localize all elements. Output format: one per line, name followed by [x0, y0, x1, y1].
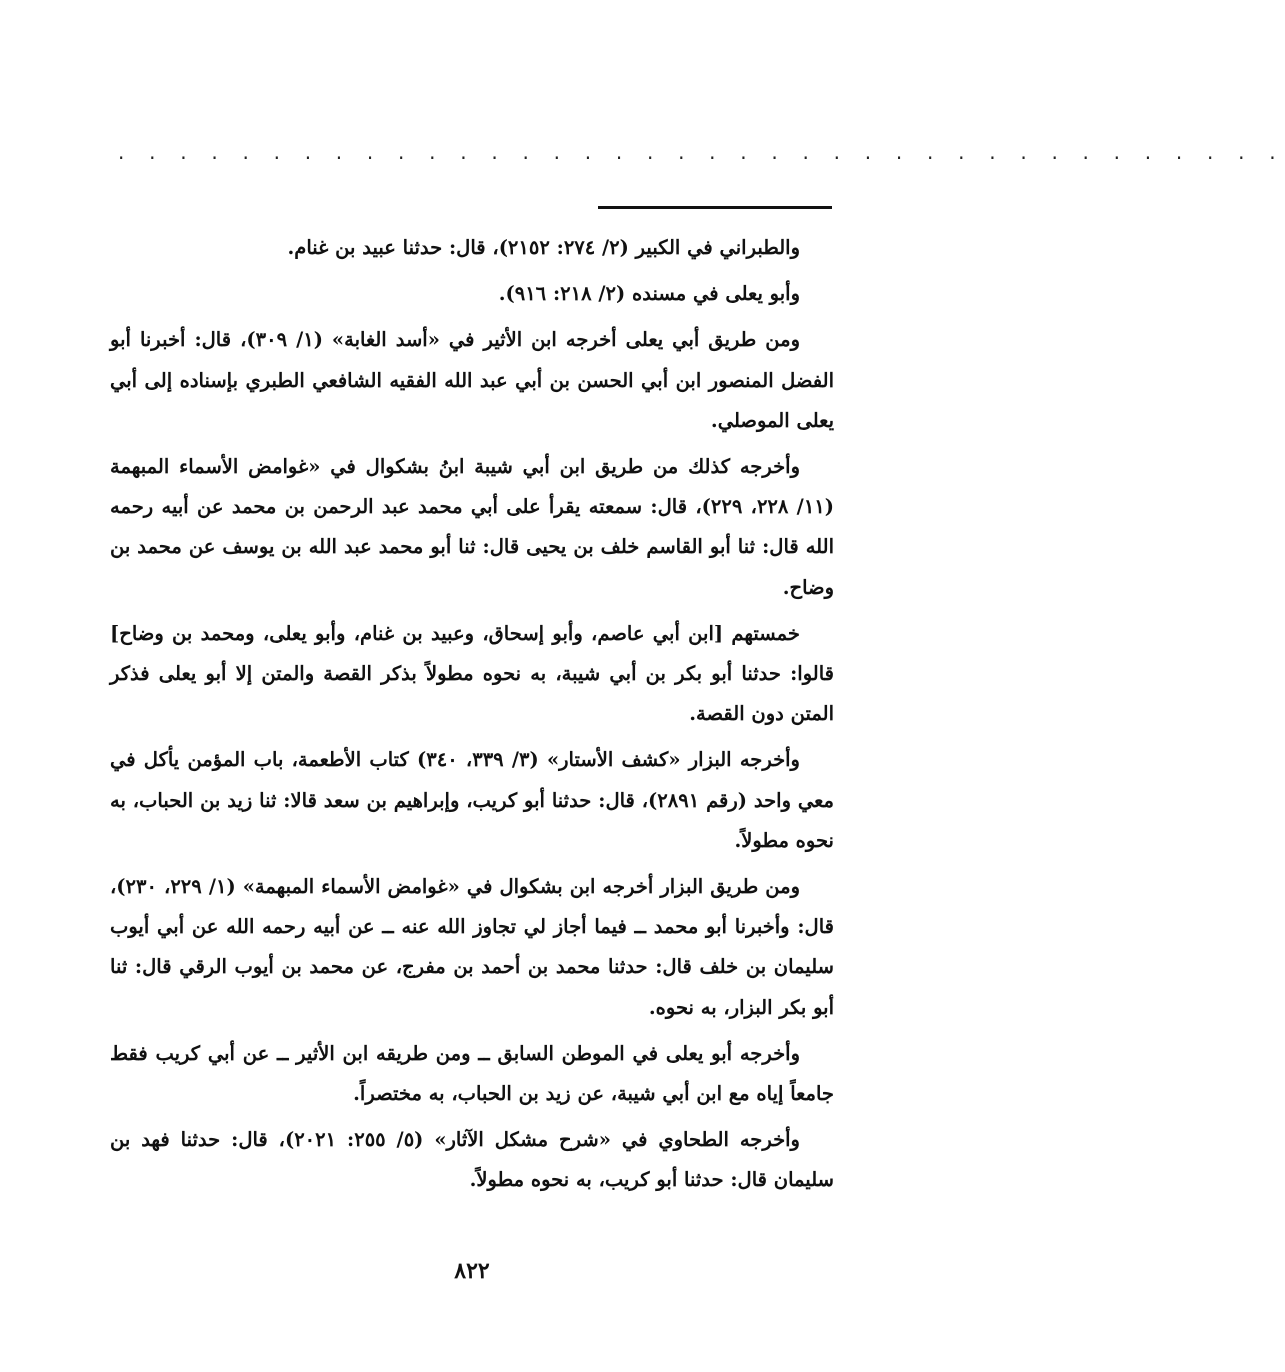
paragraph-khamsatuhum: خمستهم [ابن أبي عاصم، وأبو إسحاق، وعبيد بن غنام، وأبو يعلى، ومحمد بن وضاح] قالوا: حدثنا أبو بكر بن أبي شيبة، به نحوه مطولاً بذكر القصة والمتن إلا أبو يعلى فذكر المتن دون القصة. [110, 621, 834, 726]
paragraph-bazzar: وأخرجه البزار «كشف الأستار» (٣/ ٣٣٩، ٣٤٠) كتاب الأطعمة، باب المؤمن يأكل في معي واحد (رقم ٢٨٩١)، قال: حدثنا أبو كريب، وإبراهيم بن سعد قالا: ثنا زيد بن الحباب، به نحوه مطولاً. [110, 748, 834, 852]
paragraph-abu-yala: وأبو يعلى في مسنده (٢/ ٢١٨: ٩١٦). [498, 282, 800, 306]
page-number: ٨٢٢ [454, 1258, 490, 1284]
paragraph-abu-yala-abi-kurayb: وأخرجه أبو يعلى في الموطن السابق ــ ومن طريقه ابن الأثير ــ عن أبي كريب فقط جامعاً إياه مع ابن أبي شيبة، عن زيد بن الحباب، به مختصراً. [110, 1041, 834, 1106]
paragraph-ibn-bashkuwal: وأخرجه كذلك من طريق ابن أبي شيبة ابنُ بشكوال في «غوامض الأسماء المبهمة (١١/ ٢٢٨، ٢٢٩)، قال: سمعته يقرأ على أبي محمد عبد الرحمن بن محمد عن أبيه رحمه الله قال: ثنا أبو القاسم خلف بن يحيى قال: ثنا أبو محمد عبد الله بن يوسف عن محمد بن وضاح. [110, 455, 834, 599]
dotted-separator: . . . . . . . . . . . . . . . . . . . . . . . . . . . . . . . . . . . . . . [118, 140, 1285, 164]
paragraph-tahawi: وأخرجه الطحاوي في «شرح مشكل الآثار» (٥/ ٢٥٥: ٢٠٢١)، قال: حدثنا فهد بن سليمان قال: حدثنا أبو كريب، به نحوه مطولاً. [110, 1128, 834, 1192]
footnote-text [110, 228, 834, 1207]
paragraph-bazzar-route: ومن طريق البزار أخرجه ابن بشكوال في «غوامض الأسماء المبهمة» (١/ ٢٢٩، ٢٣٠)، قال: وأخبرنا أبو محمد ــ فيما أجاز لي تجاوز الله عنه ــ عن أبيه رحمه الله عن أبي أيوب سليمان بن خلف قال: حدثنا محمد بن أحمد بن مفرج، عن محمد بن أيوب الرقي قال: ثنا أبو بكر البزار، به نحوه. [110, 875, 834, 1019]
footnote-rule [598, 206, 832, 209]
paragraph-ibn-athir: ومن طريق أبي يعلى أخرجه ابن الأثير في «أسد الغابة» (١/ ٣٠٩)، قال: أخبرنا أبو الفضل المنصور ابن أبي الحسن بن أبي عبد الله الفقيه الشافعي الطبري بإسناده إلى أبي يعلى الموصلي. [110, 328, 834, 432]
paragraph-tabarani: والطبراني في الكبير (٢/ ٢٧٤: ٢١٥٢)، قال: حدثنا عبيد بن غنام. [287, 236, 800, 259]
